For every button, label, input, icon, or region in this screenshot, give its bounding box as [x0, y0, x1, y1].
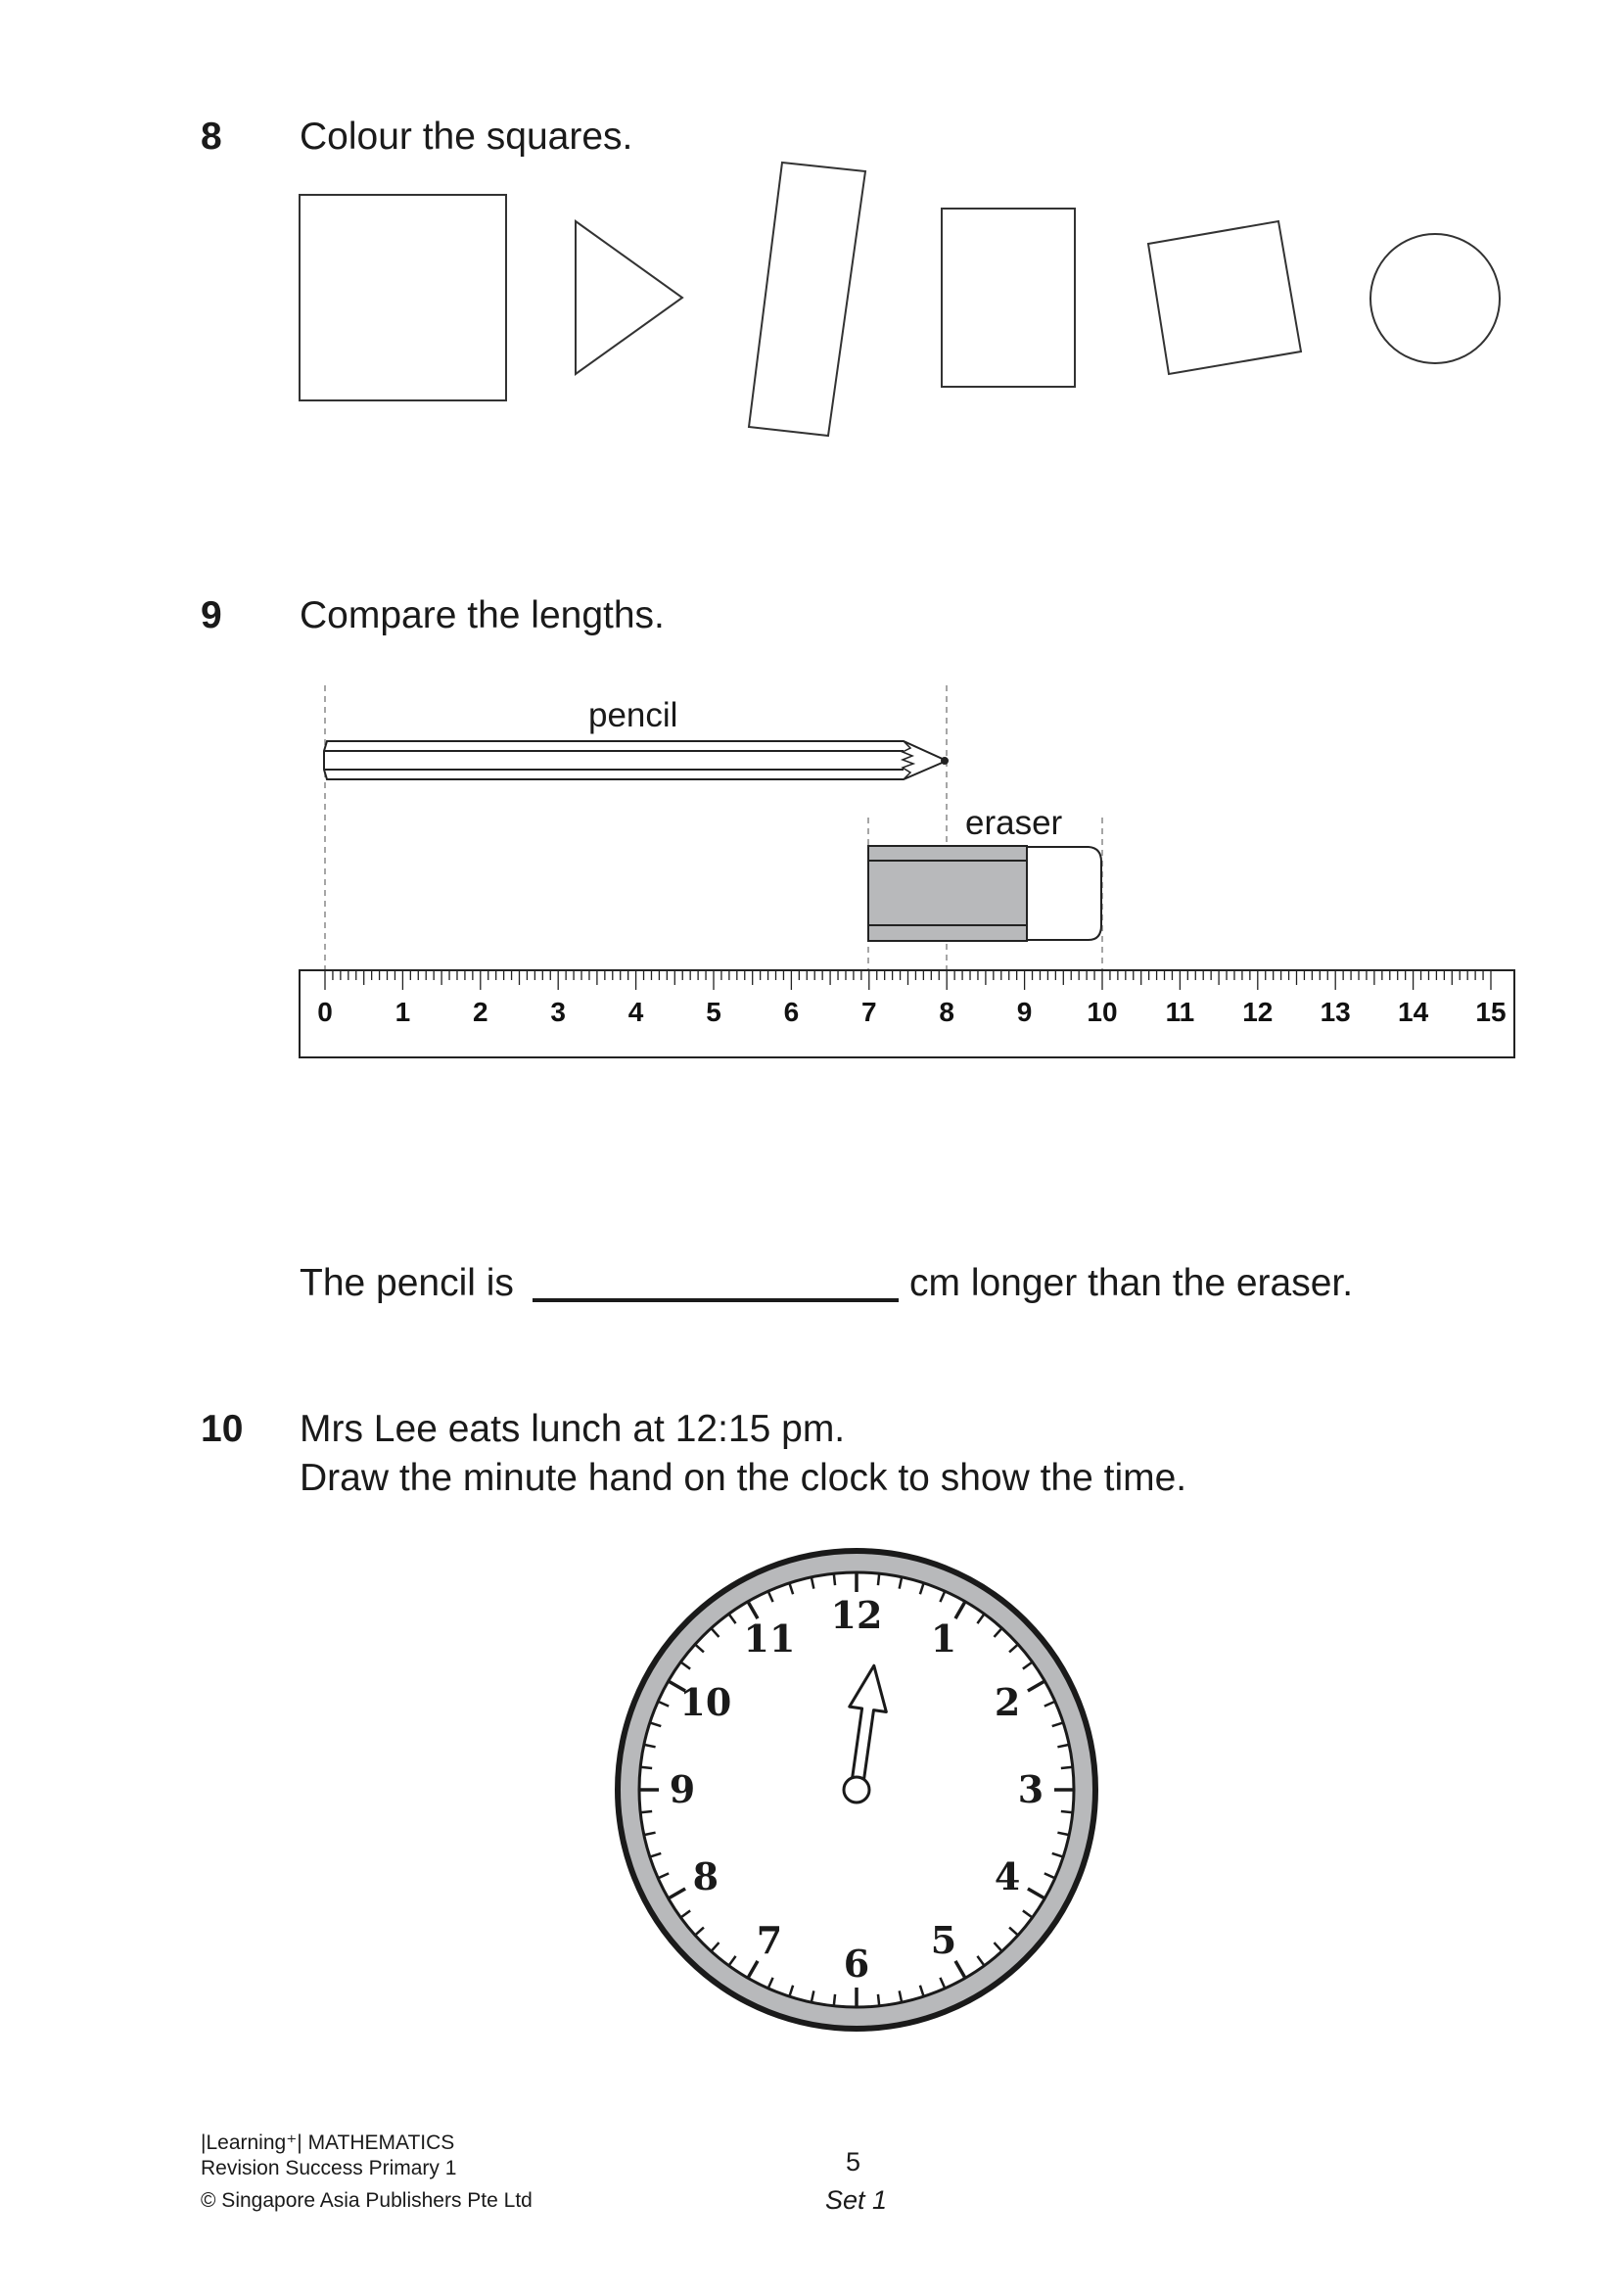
- ruler-label: 1: [394, 997, 411, 1027]
- pencil-label: pencil: [588, 696, 678, 734]
- clock-numeral: 4: [994, 1854, 1021, 1898]
- question-9-text: Compare the lengths.: [300, 594, 665, 636]
- tilted-square-shape[interactable]: [1148, 221, 1301, 374]
- ruler-label: 3: [550, 997, 566, 1027]
- ruler-label: 15: [1475, 997, 1507, 1027]
- ruler-label: 2: [473, 997, 488, 1027]
- clock-tick: [878, 1573, 879, 1585]
- triangle-shape[interactable]: [576, 221, 682, 374]
- answer-prefix: The pencil is: [300, 1262, 514, 1304]
- ruler-label: 8: [939, 997, 954, 1027]
- eraser-drawing: [868, 846, 1101, 941]
- page-number: 5: [846, 2147, 861, 2177]
- ruler-label: 0: [317, 997, 333, 1027]
- clock-numeral: 8: [692, 1854, 719, 1898]
- ruler-label: 13: [1320, 997, 1351, 1027]
- clock-numeral: 12: [830, 1593, 883, 1637]
- question-8-number: 8: [201, 116, 222, 158]
- rectangle-shape[interactable]: [942, 209, 1075, 387]
- eraser-label: eraser: [965, 804, 1063, 842]
- answer-suffix: cm longer than the eraser.: [909, 1262, 1354, 1304]
- ruler-label: 5: [706, 997, 721, 1027]
- question-10-number: 10: [201, 1408, 244, 1450]
- footer-title: Revision Success Primary 1: [201, 2157, 457, 2179]
- question-9-number: 9: [201, 594, 222, 636]
- clock-tick: [1061, 1811, 1073, 1812]
- clock-numeral: 6: [843, 1942, 870, 1986]
- pencil-drawing: [324, 741, 948, 779]
- clock-numeral: 9: [669, 1767, 696, 1811]
- ruler-label: 14: [1398, 997, 1429, 1027]
- tilted-rectangle-shape[interactable]: [749, 163, 865, 436]
- footer-brand: |Learning⁺| MATHEMATICS: [201, 2131, 455, 2154]
- clock-tick: [834, 1573, 835, 1585]
- clock-numeral: 1: [930, 1615, 957, 1661]
- circle-shape[interactable]: [1370, 234, 1500, 363]
- ruler-label: 7: [861, 997, 877, 1027]
- set-label: Set 1: [825, 2185, 888, 2215]
- ruler-label: 10: [1087, 997, 1118, 1027]
- clock-tick: [834, 1994, 835, 2006]
- clock-tick: [640, 1811, 652, 1812]
- question-10-line1: Mrs Lee eats lunch at 12:15 pm.: [300, 1408, 846, 1450]
- clock-numeral: 5: [930, 1918, 957, 1963]
- clock[interactable]: [618, 1551, 1095, 2029]
- footer-copyright: © Singapore Asia Publishers Pte Ltd: [201, 2189, 533, 2212]
- clock-numeral: 7: [756, 1918, 783, 1963]
- ruler-label: 9: [1016, 997, 1033, 1027]
- question-8-text: Colour the squares.: [300, 116, 633, 158]
- clock-numeral: 2: [994, 1680, 1021, 1724]
- ruler-label: 11: [1165, 997, 1195, 1027]
- ruler-label: 12: [1242, 997, 1274, 1027]
- clock-tick: [640, 1767, 652, 1768]
- clock-tick: [878, 1994, 879, 2006]
- clock-tick: [1061, 1767, 1073, 1768]
- ruler: [300, 970, 1514, 1057]
- ruler-label: 6: [783, 997, 800, 1027]
- clock-center: [844, 1777, 869, 1802]
- clock-numeral: 11: [743, 1615, 796, 1661]
- square-shape[interactable]: [300, 195, 506, 400]
- clock-numeral: 10: [679, 1680, 732, 1724]
- clock-numeral: 3: [1017, 1767, 1044, 1811]
- ruler-label: 4: [627, 997, 644, 1027]
- question-10-line2: Draw the minute hand on the clock to show the time.: [300, 1457, 1187, 1499]
